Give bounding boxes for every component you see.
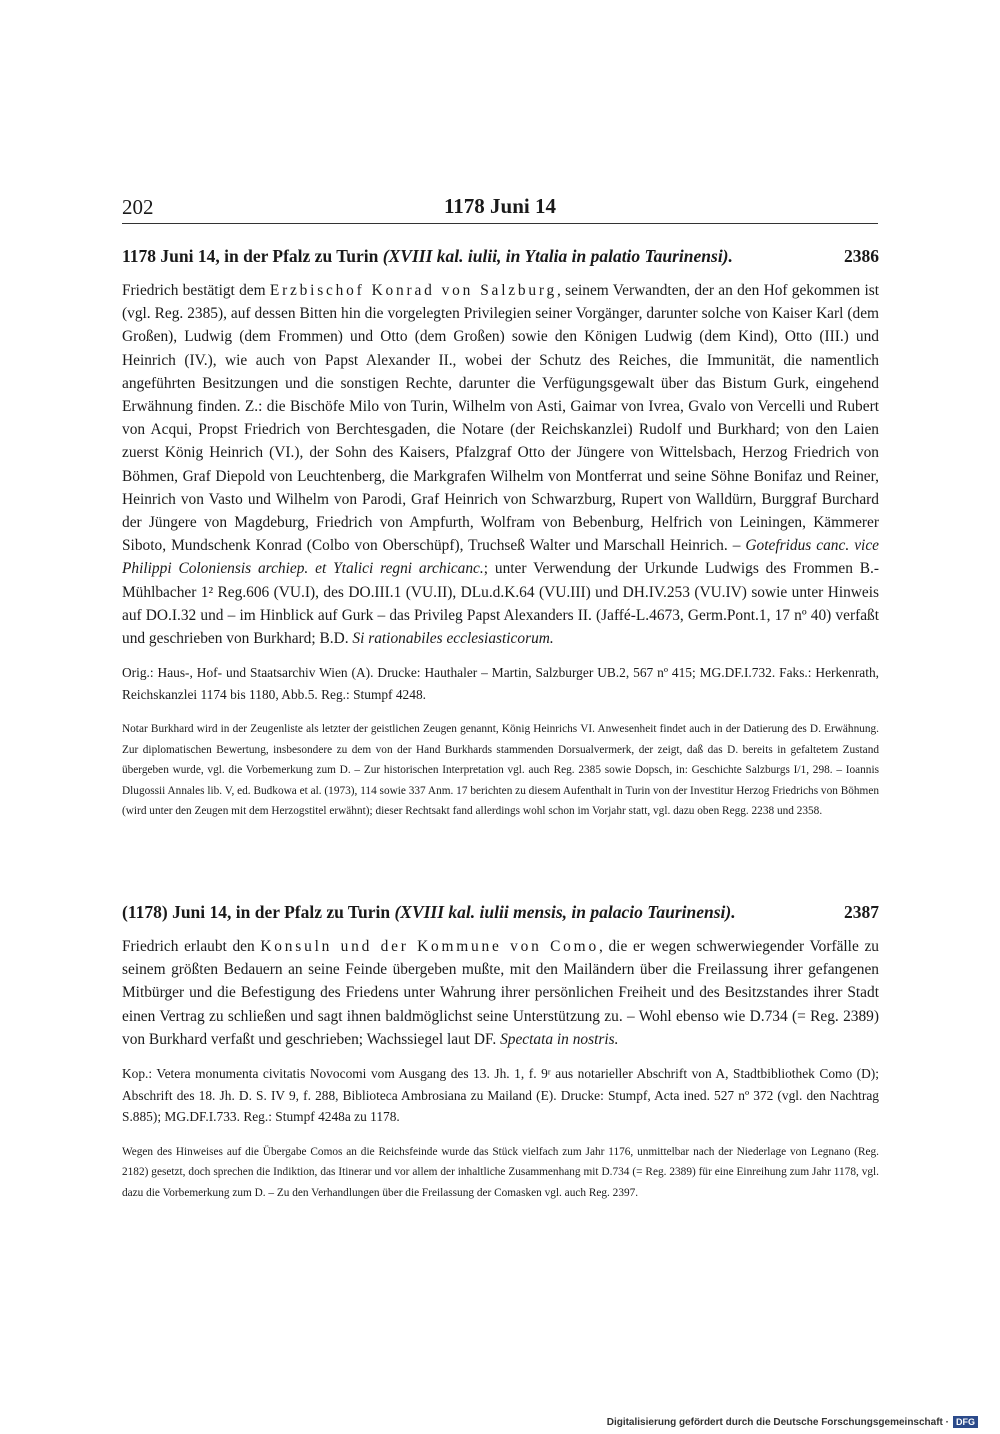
- entry-body: Friedrich bestätigt dem Erzbischof Konrad von Salzburg, seinem Verwandten, der an den Hof gekommen ist (vgl. Reg. 2385), auf dessen Bitten hin die vorgelegten Privilegien seiner Vorgänger, darunter solche von Kaiser Karl (dem Großen), Ludwig (dem Frommen) und Otto (dem Großen) sowie den Königen Ludwig (dem Kind), Otto (III.) und Heinrich (IV.), wie auch von Papst Alexander II., wobei der Schutz des Reiches, die Immunität, die namentlich angeführten Besitzungen und die sonstigen Rechte, darunter die Verfügungsgewalt über das Bistum Gurk, eingehend Erwähnung finden. Z.: die Bischöfe Milo von Turin, Wilhelm von Asti, Gaimar von Ivrea, Gvalo von Vercelli und Rubert von Acqui, Propst Friedrich von Berchtesgaden, die Notare (der Reichskanzlei) Rudolf und Burkhard; von den Laien zuerst König Heinrich (VI.), der Sohn des Kaisers, Pfalzgraf Otto der Jüngere von Wittelsbach, Herzog Friedrich von Böhmen, Graf Diepold von Leuchtenberg, die Markgrafen Wilhelm von Montferrat und seine Söhne Bonifaz und Reiner, Heinrich von Vasto und Wilhelm von Parodi, Graf Heinrich von Schwarzburg, Rupert von Walldürn, Burggraf Burchard der Jüngere von Magdeburg, Friedrich von Ampfurth, Wolfram von Bebenburg, Helfrich von Leiningen, Kämmerer Siboto, Mundschenk Konrad (Colbo von Oberschüpf), Truchseß Walter und Marschall Heinrich. – Gotefridus canc. vice Philippi Coloniensis archiep. et Ytalici regni archicanc.; unter Verwendung der Urkunde Ludwigs des Frommen B.-Mühlbacher 1² Reg.606 (VU.I), des DO.III.1 (VU.II), DLu.d.K.64 (VU.III) und DH.IV.253 (VU.IV) sowie unter Hinweis auf DO.I.32 und – im Hinblick auf Gurk – das Privileg Papst Alexanders II. (Jaffé-L.4673, Germ.Pont.1, 17 nº 40) verfaßt und geschrieben von Burkhard; B.D. Si rationabiles ecclesiasticorum.: [122, 282, 879, 648]
- entry-notes: Notar Burkhard wird in der Zeugenliste als letzter der geistlichen Zeugen genannt, König Heinrichs VI. Anwesenheit findet auch in der Datierung des D. Erwähnung. Zur diplomatischen Bewertung, insbesondere zu dem von der Hand Burkhards stammenden Dorsualvermerk, der zeigt, daß das D. bereits in gefaltetem Zustand übergeben wurde, vgl. die Vorbemerkung zum D. – Zur historischen Interpretation vgl. auch Reg. 2385 sowie Dopsch, in: Geschichte Salzburgs I/1, 298. – Ioannis Dlugossii Annales lib. V, ed. Budkowa et al. (1973), 114 sowie 337 Anm. 17 berichten zu diesem Aufenthalt in Turin von der Investitur Herzog Friedrichs von Böhmen (wird unter den Zeugen mit dem Herzogstitel erwähnt); dieser Rechtsakt fand allerdings wohl schon im Vorjahr statt, vgl. dazu oben Regg. 2238 und 2358.: [122, 723, 879, 818]
- entry-sources: Orig.: Haus-, Hof- und Staatsarchiv Wien (A). Drucke: Hauthaler – Martin, Salzburger UB.2, 567 nº 415; MG.DF.I.732. Faks.: Herkenrath, Reichskanzlei 1174 bis 1180, Abb.5. Reg.: Stumpf 4248.: [122, 665, 879, 702]
- dfg-logo-icon: DFG: [953, 1416, 978, 1428]
- running-title: 1178 Juni 14: [443, 194, 557, 218]
- recipient-name: Konsuln und der Kommune von Como: [260, 938, 599, 955]
- entry-heading: [122, 902, 879, 923]
- page-header: [122, 193, 878, 224]
- entry-notes: Wegen des Hinweises auf die Übergabe Comos an die Reichsfeinde wurde das Stück vielfach zum Jahr 1176, unmittelbar nach der Niederlage von Legnano (Reg. 2182) gesetzt, doch sprechen die Indiktion, das Itinerar und vor allem der inhaltliche Zusammenhang mit D.734 (= Reg. 2389) für eine Einreihung zum Jahr 1178, vgl. dazu die Vorbemerkung zum D. – Zu den Verhandlungen über die Freilassung der Comasken vgl. auch Reg. 2397.: [122, 1145, 879, 1199]
- entry-title: (1178) Juni 14, in der Pfalz zu Turin (XVIII kal. iulii mensis, in palacio Taurinensi).: [122, 902, 736, 922]
- recipient-name: Erzbischof Konrad von Salzburg: [269, 282, 558, 299]
- regest-entry-2387: [122, 902, 879, 1203]
- entry-body: Friedrich erlaubt den Konsuln und der Kommune von Como, die er wegen schwerwiegender Vorfälle zu seinem größten Bedauern an seine Feinde übergeben mußte, mit den Mailändern über die Freilassung ihrer gefangenen Mitbürger und die Befestigung des Friedens unter Wahrung ihrer persönlichen Freiheit und des Besitzstandes ihrer Stadt einen Vertrag zu schließen und sagt ihnen baldmöglichst seine Unterstützung zu. – Wohl ebenso wie D.734 (= Reg. 2389) von Burkhard verfaßt und geschrieben; Wachssiegel laut DF. Spectata in nostris.: [122, 938, 879, 1048]
- entry-title: 1178 Juni 14, in der Pfalz zu Turin (XVIII kal. iulii, in Ytalia in palatio Taurinensi).: [122, 246, 733, 266]
- entry-number: 2386: [844, 246, 879, 266]
- digitization-footer: [607, 1416, 978, 1428]
- entry-heading: [122, 246, 879, 267]
- regest-entry-2386: [122, 246, 879, 822]
- entry-number: 2387: [844, 902, 879, 922]
- page-number: 202: [122, 195, 154, 219]
- footer-text: Digitalisierung gefördert durch die Deutsche Forschungsgemeinschaft ·: [606, 1416, 949, 1428]
- entry-sources: Kop.: Vetera monumenta civitatis Novocomi vom Ausgang des 13. Jh. 1, f. 9ʳ aus notarieller Abschrift von A, Stadtbibliothek Como (D); Abschrift des 18. Jh. D. S. IV 9, f. 288, Biblioteca Ambrosiana zu Mailand (E). Drucke: Stumpf, Acta ined. 527 nº 372 (vgl. den Nachtrag S.885); MG.DF.I.733. Reg.: Stumpf 4248a zu 1178.: [122, 1066, 879, 1125]
